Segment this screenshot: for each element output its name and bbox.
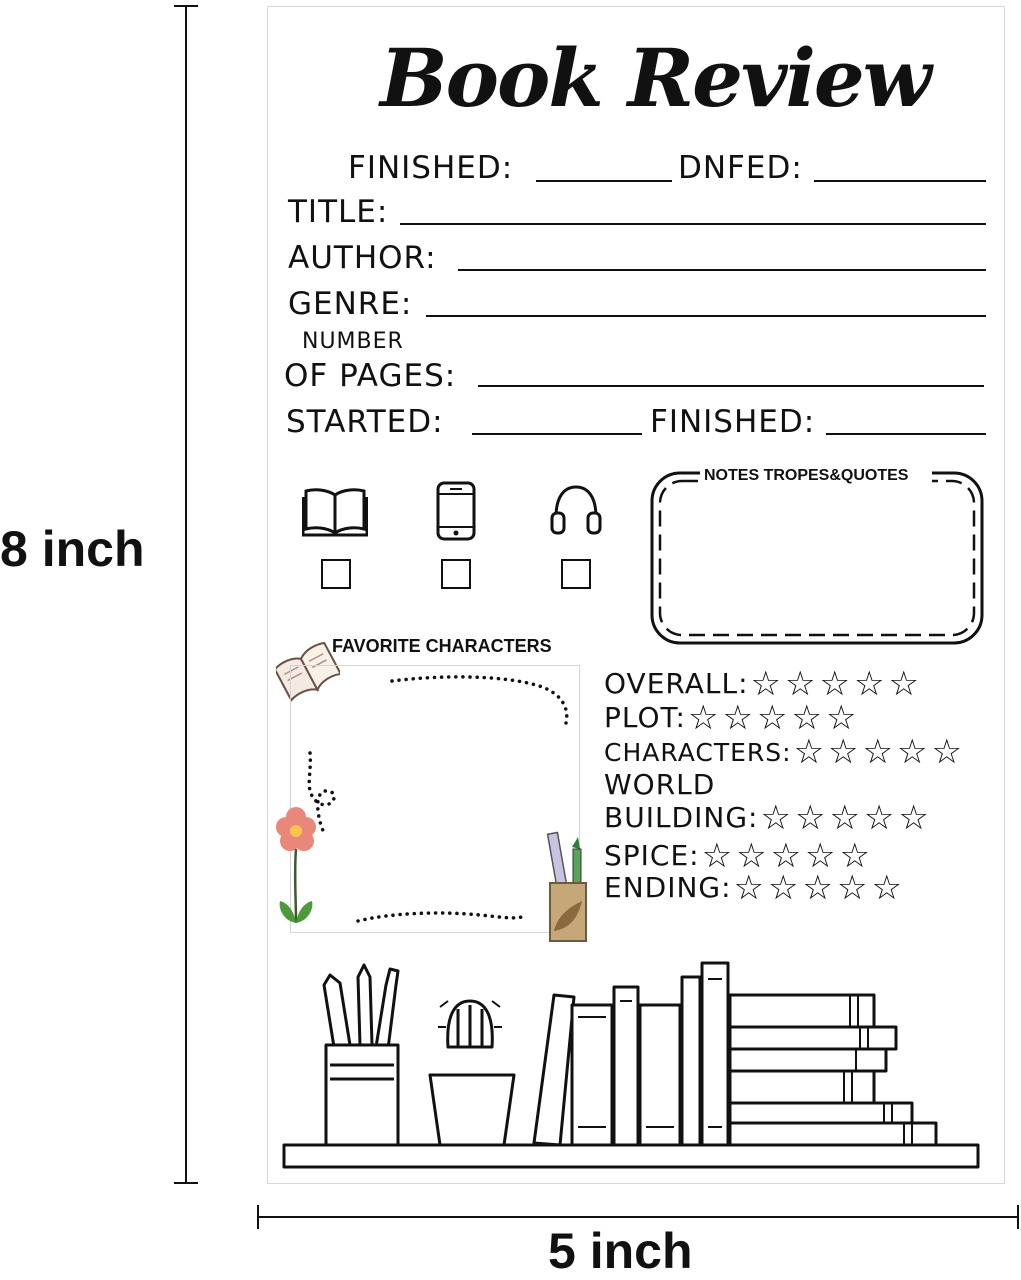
star-icon[interactable]: ☆	[871, 868, 903, 908]
book-format-checkbox[interactable]	[321, 559, 351, 589]
rating-world-label: WORLD	[604, 768, 716, 801]
star-icon[interactable]: ☆	[768, 868, 800, 908]
dnfed-label: DNFED:	[678, 150, 803, 186]
finished-line[interactable]	[536, 180, 672, 182]
star-icon[interactable]: ☆	[853, 664, 886, 704]
rating-world-building-label: BUILDING:	[604, 801, 759, 834]
star-icon[interactable]: ☆	[888, 664, 920, 704]
star-icon[interactable]: ☆	[794, 798, 827, 838]
ebook-format-checkbox[interactable]	[441, 559, 471, 589]
rating-ending-stars[interactable]	[733, 868, 906, 908]
audiobook-format-checkbox[interactable]	[561, 559, 591, 589]
star-icon[interactable]: ☆	[760, 798, 792, 838]
star-icon[interactable]: ☆	[898, 798, 930, 838]
headphones-icon	[550, 483, 602, 537]
star-icon[interactable]: ☆	[756, 698, 789, 738]
star-icon[interactable]: ☆	[931, 732, 963, 772]
star-icon[interactable]: ☆	[722, 698, 754, 738]
rating-characters-stars[interactable]	[793, 732, 966, 772]
star-icon[interactable]: ☆	[863, 798, 896, 838]
rating-characters	[604, 732, 966, 772]
rating-world-building	[604, 798, 933, 838]
notes-title: NOTES TROPES&QUOTES	[704, 467, 909, 484]
rating-overall-label: OVERALL:	[604, 667, 749, 700]
star-icon[interactable]: ☆	[791, 698, 823, 738]
sheet-title: Book Review	[380, 31, 930, 125]
title-line[interactable]	[400, 223, 986, 225]
pages-line[interactable]	[478, 385, 984, 387]
rating-overall	[604, 664, 923, 704]
star-icon[interactable]: ☆	[701, 836, 734, 876]
star-icon[interactable]: ☆	[750, 664, 782, 704]
height-dimension-line	[170, 0, 210, 1190]
rating-world-label-line	[604, 768, 716, 801]
started-line[interactable]	[472, 433, 642, 435]
flower-icon	[274, 803, 318, 933]
book-review-sheet	[267, 6, 1005, 1184]
rating-characters-label: CHARACTERS:	[604, 737, 792, 767]
rating-plot-stars[interactable]	[688, 698, 860, 738]
author-line[interactable]	[458, 269, 986, 271]
star-icon[interactable]: ☆	[839, 836, 872, 876]
star-icon[interactable]: ☆	[784, 664, 817, 704]
of-pages-label: OF PAGES:	[284, 358, 457, 394]
star-icon[interactable]: ☆	[802, 868, 834, 908]
genre-line[interactable]	[426, 315, 986, 317]
star-icon[interactable]: ☆	[736, 836, 768, 876]
rating-plot	[604, 698, 860, 738]
finished-date-label: FINISHED:	[650, 404, 816, 440]
rating-plot-label: PLOT:	[604, 701, 686, 734]
rating-overall-stars[interactable]	[750, 664, 923, 704]
dnfed-line[interactable]	[814, 180, 986, 182]
number-label: NUMBER	[302, 329, 404, 354]
rating-world-building-stars[interactable]	[760, 798, 932, 838]
star-icon[interactable]: ☆	[819, 664, 851, 704]
rating-spice-label: SPICE:	[604, 839, 700, 872]
author-label: AUTHOR:	[288, 240, 437, 276]
pencil-cup-icon	[546, 827, 590, 943]
dotted-decoration	[290, 665, 580, 933]
star-icon[interactable]: ☆	[793, 732, 826, 772]
star-icon[interactable]: ☆	[770, 836, 803, 876]
star-icon[interactable]: ☆	[805, 836, 837, 876]
width-label: 5 inch	[548, 1223, 693, 1279]
rating-ending-label: ENDING:	[604, 871, 732, 904]
star-icon[interactable]: ☆	[862, 732, 895, 772]
star-icon[interactable]: ☆	[836, 868, 869, 908]
finished-date-line[interactable]	[826, 433, 986, 435]
finished-label: FINISHED:	[348, 150, 514, 186]
notes-area[interactable]	[664, 493, 970, 627]
height-label: 8 inch	[0, 521, 145, 577]
favorite-characters-title: FAVORITE CHARACTERS	[332, 636, 552, 656]
bookshelf-illustration	[278, 955, 994, 1169]
started-label: STARTED:	[286, 404, 444, 440]
star-icon[interactable]: ☆	[825, 698, 858, 738]
star-icon[interactable]: ☆	[897, 732, 929, 772]
book-icon	[302, 483, 368, 539]
title-label: TITLE:	[288, 194, 389, 230]
phone-icon	[436, 481, 476, 541]
rating-ending	[604, 868, 906, 908]
star-icon[interactable]: ☆	[688, 698, 720, 738]
genre-label: GENRE:	[288, 286, 413, 322]
star-icon[interactable]: ☆	[828, 732, 860, 772]
star-icon[interactable]: ☆	[829, 798, 861, 838]
star-icon[interactable]: ☆	[733, 868, 766, 908]
